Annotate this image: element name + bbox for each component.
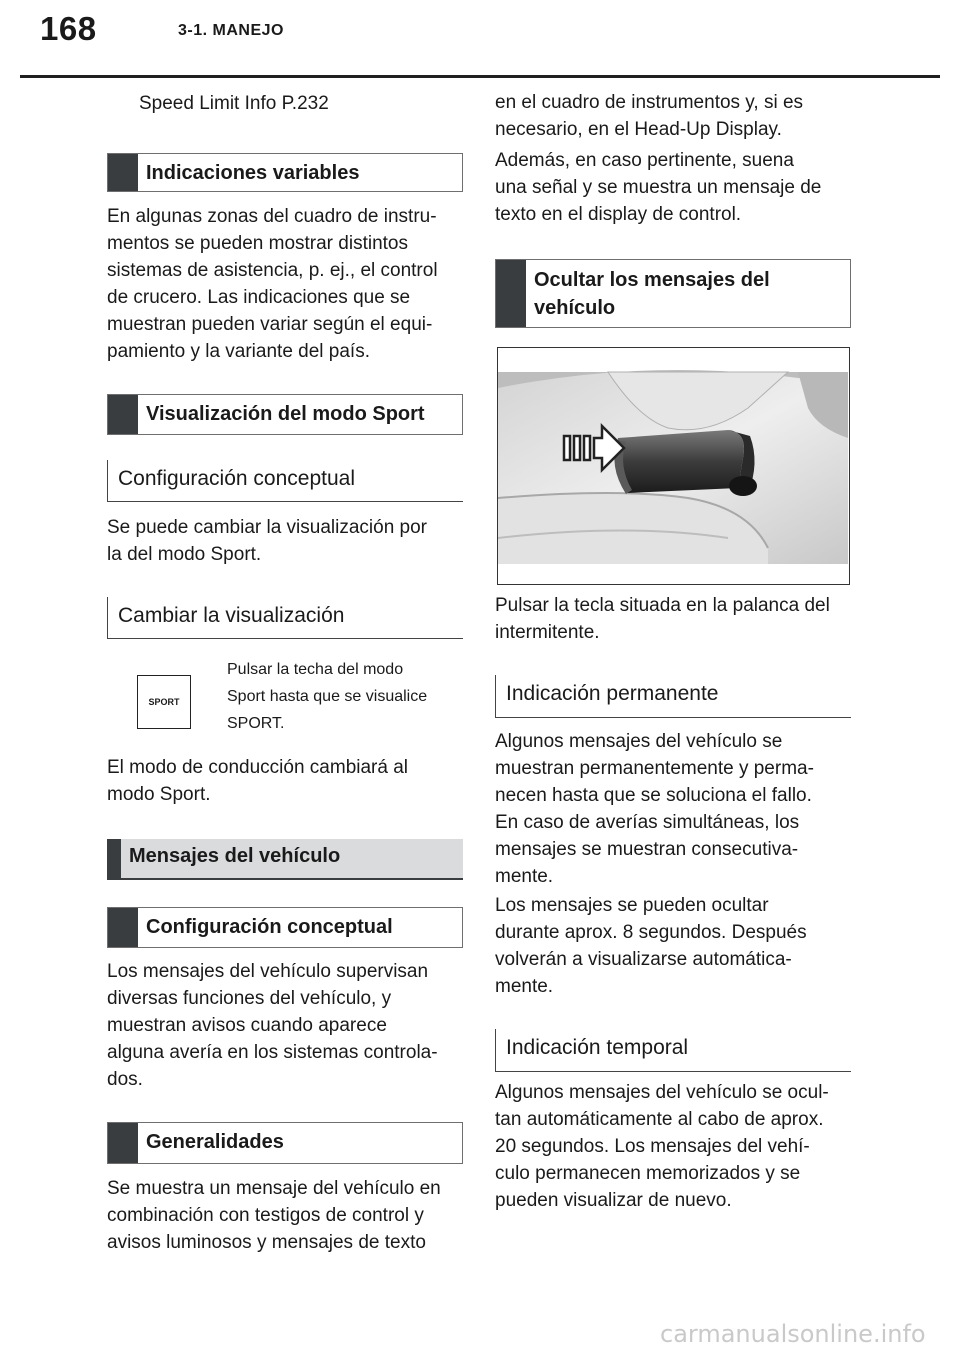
text-line: El modo de conducción cambiará al: [107, 757, 409, 778]
section-tab: [108, 908, 138, 947]
paragraph-ocultar: [495, 892, 807, 1000]
text-line: modo Sport.: [107, 784, 211, 805]
text-line: Además, en caso pertinente, suena: [495, 150, 794, 171]
header-rule: [20, 75, 940, 78]
subheading-cambiar: [107, 597, 463, 639]
section-title: Configuración conceptual: [146, 916, 393, 938]
subheading-permanente: [495, 675, 851, 718]
section-heading-indicaciones: [107, 153, 463, 192]
section-title: [534, 266, 770, 322]
text-line: tan automáticamente al cabo de aprox.: [495, 1109, 824, 1130]
paragraph-temporal: [495, 1079, 829, 1214]
lever-illustration-svg: [498, 348, 848, 583]
turn-signal-lever-illustration: [497, 347, 850, 585]
text-line: Los mensajes se pueden ocultar: [495, 895, 769, 916]
text-line: Los mensajes del vehículo supervisan: [107, 961, 429, 982]
speed-limit-reference: Speed Limit Info P.232: [139, 93, 329, 114]
text-line: texto en el display de control.: [495, 204, 742, 225]
paragraph-mensajes: [107, 958, 438, 1093]
text-line: la del modo Sport.: [107, 544, 262, 565]
text-line: En algunas zonas del cuadro de instru-: [107, 206, 437, 227]
text-line: durante aprox. 8 segundos. Después: [495, 922, 807, 943]
text-line: mensajes se muestran consecutiva-: [495, 839, 799, 860]
sport-icon-label: SPORT: [148, 697, 180, 707]
subheading-title: Cambiar la visualización: [118, 604, 345, 627]
text-line: intermitente.: [495, 622, 600, 643]
text-line: 20 segundos. Los mensajes del vehí-: [495, 1136, 810, 1157]
section-title-line: vehículo: [534, 297, 616, 319]
section-title-line: Ocultar los mensajes del: [534, 269, 770, 291]
subheading-title: Indicación permanente: [506, 682, 719, 705]
paragraph-indicaciones: [107, 203, 438, 365]
text-line: necen hasta que se soluciona el fallo.: [495, 785, 812, 806]
text-line: de crucero. Las indicaciones que se: [107, 287, 411, 308]
subheading-temporal: [495, 1029, 851, 1072]
text-line: pueden visualizar de nuevo.: [495, 1190, 732, 1211]
section-tab: [107, 839, 121, 880]
text-line: mente.: [495, 976, 554, 997]
text-line: Se puede cambiar la visualización por: [107, 517, 428, 538]
paragraph-configuracion: [107, 514, 427, 568]
paragraph-continuation: [495, 89, 803, 143]
text-line: sistemas de asistencia, p. ej., el control: [107, 260, 438, 281]
section-heading-sport: [107, 394, 463, 435]
section-title: Generalidades: [146, 1131, 284, 1153]
section-tab: [496, 260, 526, 327]
paragraph-pulsar: [495, 592, 830, 646]
section-rule: [121, 878, 463, 880]
text-line: muestran pueden variar según el equi-: [107, 314, 433, 335]
text-line: Sport hasta que se visualice: [227, 688, 428, 705]
section-heading-generalidades: [107, 1122, 463, 1164]
text-line: necesario, en el Head-Up Display.: [495, 119, 782, 140]
sport-button-icon: [137, 675, 191, 729]
subheading-rule: [108, 501, 463, 502]
text-line: dos.: [107, 1069, 143, 1090]
text-line: SPORT.: [227, 715, 285, 732]
text-line: combinación con testigos de control y: [107, 1205, 424, 1226]
paragraph-permanente: [495, 728, 814, 890]
text-line: Algunos mensajes del vehículo se: [495, 731, 783, 752]
paragraph-generalidades: [107, 1175, 441, 1256]
text-line: culo permanecen memorizados y se: [495, 1163, 801, 1184]
paragraph-ademas: [495, 147, 821, 228]
text-line: Se muestra un mensaje del vehículo en: [107, 1178, 441, 1199]
section-heading-ocultar: [495, 259, 851, 328]
text-line: Pulsar la techa del modo: [227, 661, 404, 678]
section-title: Indicaciones variables: [146, 162, 360, 184]
section-title: Visualización del modo Sport: [146, 403, 425, 425]
section-tab: [108, 154, 138, 191]
page-number: 168: [40, 10, 97, 47]
text-line: alguna avería en los sistemas controla-: [107, 1042, 438, 1063]
text-line: mentos se pueden mostrar distintos: [107, 233, 408, 254]
chapter-title: 3-1. MANEJO: [178, 22, 284, 39]
section-title: Mensajes del vehículo: [129, 845, 341, 867]
subheading-title: Configuración conceptual: [118, 467, 355, 490]
text-line: avisos luminosos y mensajes de texto: [107, 1232, 426, 1253]
text-line: volverán a visualizarse automática-: [495, 949, 792, 970]
text-line: Algunos mensajes del vehículo se ocul-: [495, 1082, 829, 1103]
subheading-title: Indicación temporal: [506, 1036, 689, 1059]
section-tab: [108, 1123, 138, 1163]
paragraph-sport-icon: [227, 656, 427, 737]
text-line: muestran avisos cuando aparece: [107, 1015, 387, 1036]
text-line: diversas funciones del vehículo, y: [107, 988, 392, 1009]
paragraph-modo: [107, 754, 408, 808]
subheading-rule: [108, 638, 463, 639]
watermark: carmanualsonline.info: [660, 1320, 926, 1348]
text-line: en el cuadro de instrumentos y, si es: [495, 92, 804, 113]
text-line: mente.: [495, 866, 554, 887]
text-line: En caso de averías simultáneas, los: [495, 812, 800, 833]
text-line: una señal y se muestra un mensaje de: [495, 177, 822, 198]
subheading-rule: [496, 1071, 851, 1072]
chapter-heading-mensajes: [107, 839, 463, 880]
text-line: pamiento y la variante del país.: [107, 341, 370, 362]
text-line: muestran permanentemente y perma-: [495, 758, 814, 779]
section-tab: [108, 395, 138, 434]
text-line: Pulsar la tecla situada en la palanca del: [495, 595, 830, 616]
subheading-rule: [496, 717, 851, 718]
subheading-configuracion: [107, 460, 463, 502]
section-heading-configuracion: [107, 907, 463, 948]
